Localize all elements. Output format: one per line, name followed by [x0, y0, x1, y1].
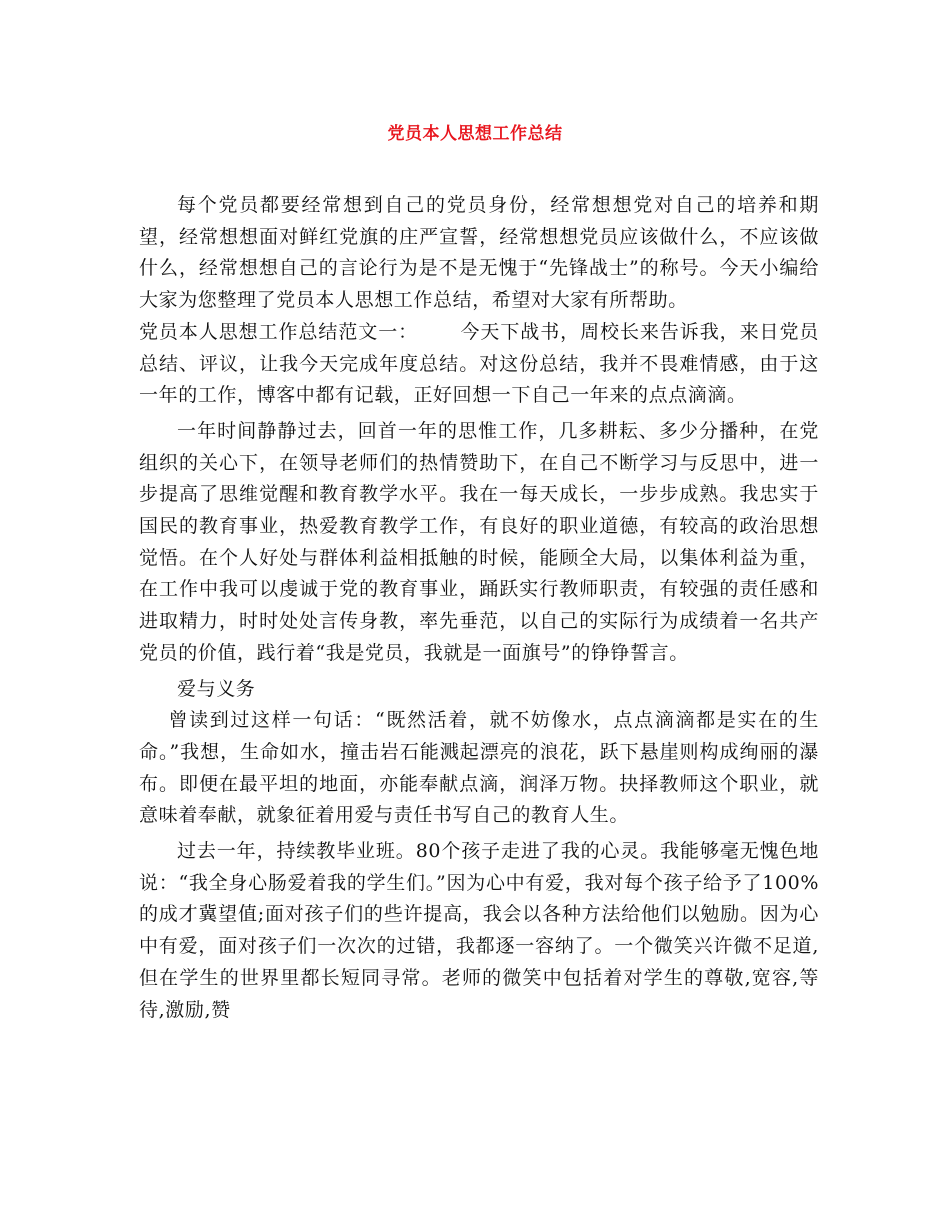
- year-review-paragraph: 一年时间静静过去，回首一年的思惟工作，几多耕耘、多少分播种，在党组织的关心下，在领导老师们的热情赞助下，在自己不断学习与反思中，进一步提高了思维觉醒和教育教学水平。我在一每天成长，一步步成熟。我忠实于国民的教育事业，热爱教育教学工作，有良好的职业道德，有较高的政治思想觉悟。在个人好处与群体利益相抵触的时候，能顾全大局，以集体利益为重，在工作中我可以虔诚于党的教育事业，踊跃实行教师职责，有较强的责任感和进取精力，时时处处言传身教，率先垂范，以自己的实际行为成绩着一名共产党员的价值，践行着“我是党员，我就是一面旗号”的铮铮誓言。: [139, 419, 819, 664]
- past-year-paragraph: 过去一年，持续教毕业班。80个孩子走进了我的心灵。我能够毫无愧色地说：“我全身心肠爱着我的学生们。”因为心中有爱，我对每个孩子给予了100%的成才冀望值;面对孩子们的些许提高，我会以各种方法给他们以勉励。因为心中有爱，面对孩子们一次次的过错，我都逐一容纳了。一个微笑兴许微不足道,但在学生的世界里都长短同寻常。老师的微笑中包括着对学生的尊敬,宽容,等待,激励,赞: [139, 840, 819, 1021]
- intro-paragraph: 每个党员都要经常想到自己的党员身份，经常想想党对自己的培养和期望，经常想想面对鲜红党旗的庄严宣誓，经常想想党员应该做什么，不应该做什么，经常想想自己的言论行为是不是无愧于“先锋战士”的称号。今天小编给大家为您整理了党员本人思想工作总结，希望对大家有所帮助。: [139, 194, 819, 312]
- section-heading: 爱与义务: [177, 677, 256, 700]
- document-title: 党员本人思想工作总结: [387, 124, 563, 144]
- love-paragraph: 曾读到过这样一句话：“既然活着，就不妨像水，点点滴滴都是实在的生命。”我想，生命如水，撞击岩石能溅起漂亮的浪花，跃下悬崖则构成绚丽的瀑布。即便在最平坦的地面，亦能奉献点滴，润泽万物。抉择教师这个职业，就意味着奉献，就象征着用爱与责任书写自己的教育人生。: [139, 709, 819, 827]
- sample-text: 今天下战书，周校长来告诉我，来日党员总结、评议，让我今天完成年度总结。对这份总结，我并不畏难情感，由于这一年的工作，博客中都有记载，正好回想一下自己一年来的点点滴滴。: [139, 320, 819, 407]
- document-body: [139, 190, 819, 1026]
- sample-paragraph: [139, 317, 819, 412]
- sample-label: 党员本人思想工作总结范文一：: [139, 320, 419, 343]
